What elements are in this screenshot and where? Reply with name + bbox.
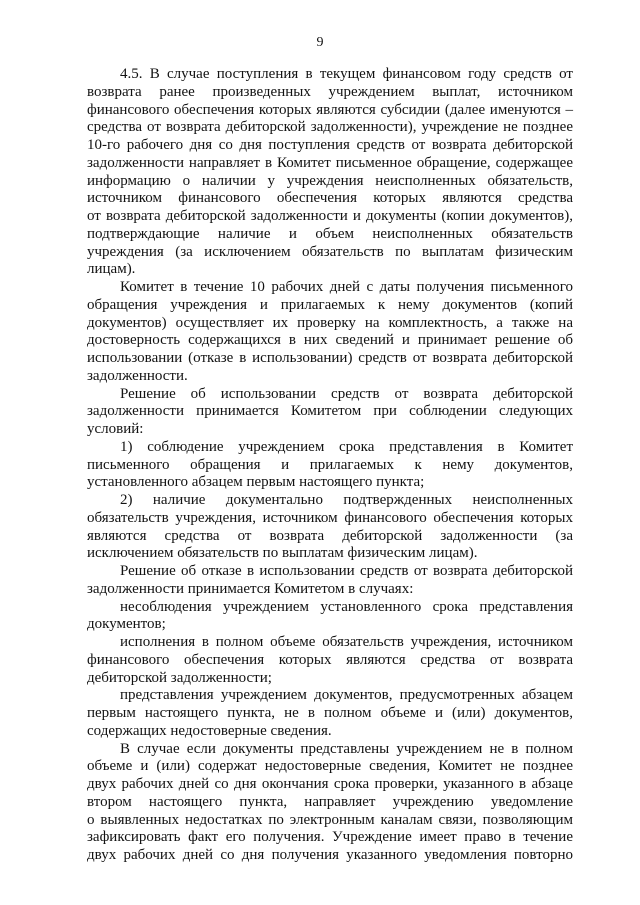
text-line: 4.5. В случае поступления в текущем финансовом году средств от — [120, 66, 573, 82]
condition-1-item — [87, 439, 573, 492]
condition-2-item — [87, 492, 573, 563]
text-line: являются средства от возврата дебиторской задолженности (за — [87, 527, 573, 544]
text-line: втором настоящего пункта, направляет учреждению уведомление — [87, 793, 573, 810]
text-line: документов; — [87, 616, 166, 633]
text-line: несоблюдения учреждением установленного срока представления — [120, 598, 573, 615]
text-line: задолженности. — [87, 367, 188, 384]
committee-review-paragraph — [87, 279, 573, 386]
text-line: задолженности принимается Комитетом в случаях: — [87, 580, 414, 597]
text-line: лицам). — [87, 261, 136, 278]
text-line: условий: — [87, 421, 144, 437]
text-line: от возврата дебиторской задолженности и документы (копии документов), — [87, 208, 573, 224]
deficiency-notice-paragraph — [87, 741, 573, 865]
text-line: Решение об отказе в использовании средств от возврата дебиторской — [120, 563, 573, 579]
approval-conditions-paragraph — [87, 386, 573, 439]
text-line: зафиксировать факт его получения. Учреждение имеет право в течение — [87, 829, 573, 846]
text-line: возврата ранее произведенных учреждением выплат, источником — [87, 83, 573, 100]
text-line: финансового обеспечения которых являются средства от возврата — [87, 651, 573, 668]
text-line: Решение об использовании средств от возврата дебиторской — [120, 385, 573, 402]
text-line: обязательств учреждения, источником финансового обеспечения которых — [87, 509, 573, 526]
refusal-grounds-paragraph — [87, 563, 573, 599]
text-line: средства от возврата дебиторской задолженности), учреждение не позднее — [87, 119, 573, 136]
text-line: о выявленных недостатках по электронным каналам связи, позволяющим — [87, 811, 573, 828]
text-line: Комитет в течение 10 рабочих дней с даты получения письменного — [120, 279, 573, 295]
text-line: задолженности направляет в Комитет письменное обращение, содержащее — [87, 154, 573, 171]
text-line: дебиторской задолженности; — [87, 669, 272, 686]
page-number: 9 — [316, 35, 324, 50]
text-line: представления учреждением документов, предусмотренных абзацем — [120, 687, 573, 704]
text-line: исполнения в полном объеме обязательств учреждения, источником — [120, 634, 573, 650]
text-line: 2) наличие документально подтвержденных неисполненных — [120, 492, 573, 508]
text-line: первым настоящего пункта, не в полном объеме и (или) документов, — [87, 705, 573, 721]
text-line: подтверждающие наличие и объем неисполненных обязательств — [87, 225, 573, 242]
text-line: объеме и (или) содержат недостоверные сведения, Комитет не позднее — [87, 758, 573, 775]
text-line: информацию о наличии у учреждения неисполненных обязательств, — [87, 172, 573, 189]
text-line: исключением обязательств по выплатам физическим лицам). — [87, 545, 478, 562]
text-line: источником финансового обеспечения которых являются средства — [87, 190, 573, 207]
refusal-ground-3-item — [87, 687, 573, 740]
text-line: двух рабочих дней со дня получения указанного уведомления повторно — [87, 847, 573, 863]
text-line: установленного абзацем первым настоящего пункта; — [87, 474, 425, 491]
text-line: финансового обеспечения которых являются субсидии (далее именуются – — [87, 101, 573, 118]
clause-4-5-paragraph — [87, 66, 573, 279]
text-line: письменного обращения и прилагаемых к нему документов, — [87, 456, 573, 473]
text-line: использовании (отказе в использовании) средств от возврата дебиторской — [87, 350, 573, 366]
text-line: В случае если документы представлены учреждением не в полном — [120, 740, 573, 757]
text-line: содержащих недостоверные сведения. — [87, 722, 332, 739]
text-line: учреждения (за исключением обязательств по выплатам физическим — [87, 243, 573, 260]
refusal-ground-2-item — [87, 634, 573, 687]
text-line: обращения учреждения и прилагаемых к нему документов (копий — [87, 296, 573, 313]
text-line: достоверность содержащихся в них сведений и принимает решение об — [87, 332, 573, 349]
document-body — [87, 66, 573, 865]
text-line: 1) соблюдение учреждением срока представления в Комитет — [120, 438, 573, 455]
refusal-ground-1-item — [87, 599, 573, 635]
text-line: документов) осуществляет их проверку на комплектность, а также на — [87, 314, 573, 331]
text-line: двух рабочих дней со дня окончания срока проверки, указанного в абзаце — [87, 776, 573, 792]
text-line: задолженности принимается Комитетом при соблюдении следующих — [87, 403, 573, 420]
text-line: 10-го рабочего дня со дня поступления средств от возврата дебиторской — [87, 137, 573, 153]
